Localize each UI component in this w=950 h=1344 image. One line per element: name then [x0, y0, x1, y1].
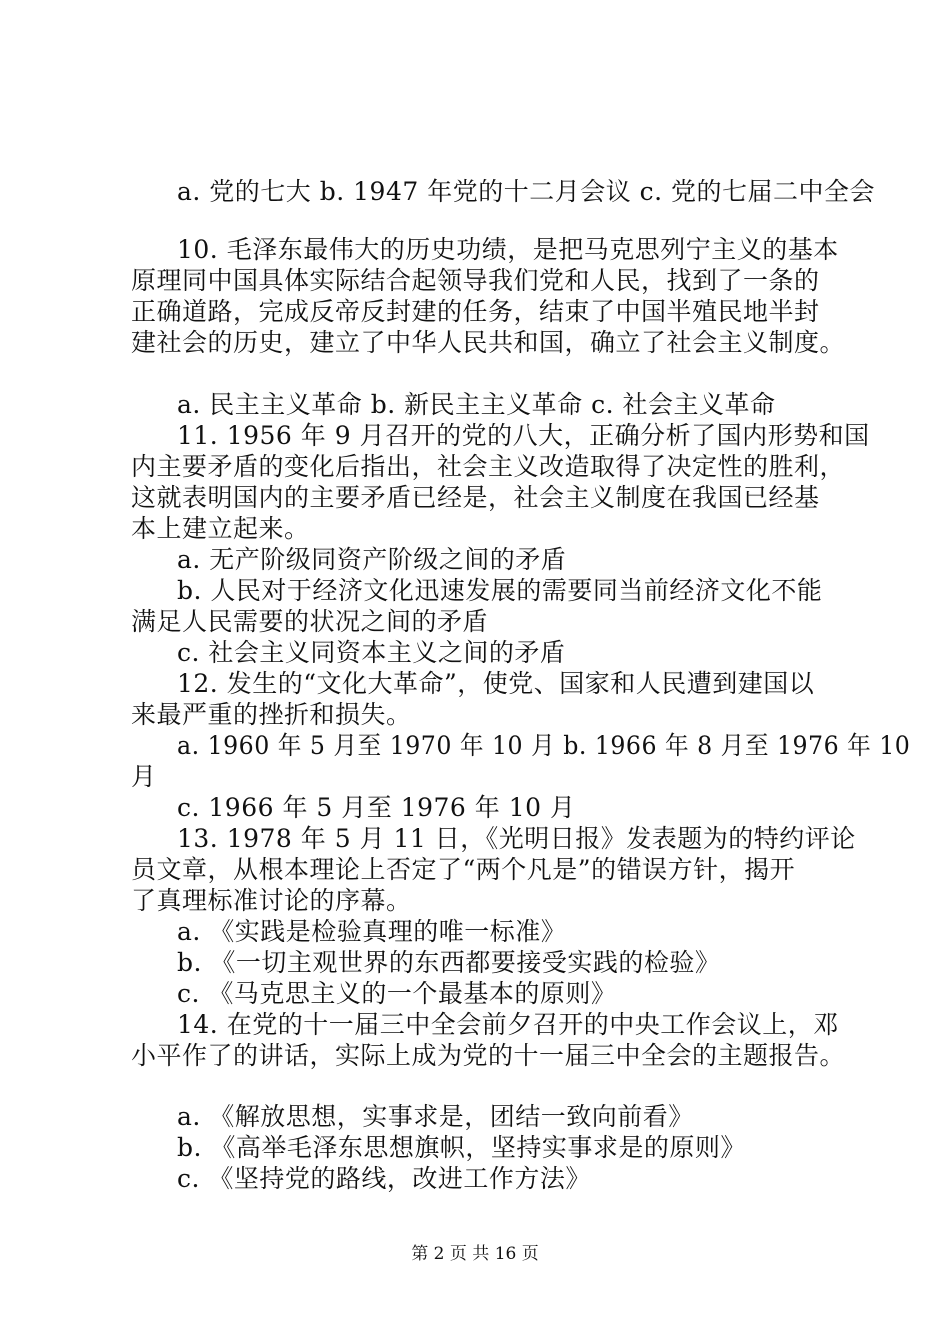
- q14-line-1: 14. 在党的十一届三中全会前夕召开的中央工作会议上，邓: [177, 1010, 839, 1039]
- q11-option-b-line-2: 满足人民需要的状况之间的矛盾: [131, 607, 489, 636]
- q14-option-a: a. 《解放思想，实事求是，团结一致向前看》: [177, 1102, 694, 1131]
- q11-line-4: 本上建立起来。: [131, 514, 310, 543]
- q13-option-b: b. 《一切主观世界的东西都要接受实践的检验》: [177, 948, 721, 977]
- q14-option-c: c. 《坚持党的路线，改进工作方法》: [177, 1164, 591, 1193]
- q10-line-4: 建社会的历史，建立了中华人民共和国，确立了社会主义制度。: [131, 328, 846, 357]
- page-footer: 第 2 页 共 16 页: [411, 1244, 539, 1264]
- q10-line-2: 原理同中国具体实际结合起领导我们党和人民，找到了一条的: [131, 266, 820, 295]
- q12-option-c: c. 1966 年 5 月至 1976 年 10 月: [177, 793, 576, 822]
- q12-line-2: 来最严重的挫折和损失。: [131, 700, 412, 729]
- q9-options: a. 党的七大 b. 1947 年党的十二月会议 c. 党的七届二中全会: [177, 177, 876, 206]
- q10-options: a. 民主主义革命 b. 新民主主义革命 c. 社会主义革命: [177, 390, 776, 419]
- q11-line-3: 这就表明国内的主要矛盾已经是，社会主义制度在我国已经基: [131, 483, 820, 512]
- q12-options-line-1: a. 1960 年 5 月至 1970 年 10 月 b. 1966 年 8 月至 1976 年 10: [177, 731, 911, 760]
- q11-option-c: c. 社会主义同资本主义之间的矛盾: [177, 638, 566, 667]
- q12-options-line-2: 月: [131, 762, 157, 791]
- q11-line-1: 11. 1956 年 9 月召开的党的八大，正确分析了国内形势和国: [177, 421, 870, 450]
- q13-line-2: 员文章，从根本理论上否定了“两个凡是”的错误方针，揭开: [131, 855, 796, 884]
- q12-line-1: 12. 发生的“文化大革命”，使党、国家和人民遭到建国以: [177, 669, 815, 698]
- q11-line-2: 内主要矛盾的变化后指出，社会主义改造取得了决定性的胜利，: [131, 452, 846, 481]
- q13-option-c: c. 《马克思主义的一个最基本的原则》: [177, 979, 617, 1008]
- q14-line-2: 小平作了的讲话，实际上成为党的十一届三中全会的主题报告。: [131, 1041, 846, 1070]
- q13-option-a: a. 《实践是检验真理的唯一标准》: [177, 917, 567, 946]
- q14-option-b: b. 《高举毛泽东思想旗帜，坚持实事求是的原则》: [177, 1133, 746, 1162]
- q10-line-1: 10. 毛泽东最伟大的历史功绩，是把马克思列宁主义的基本: [177, 235, 839, 264]
- q11-option-a: a. 无产阶级同资产阶级之间的矛盾: [177, 545, 567, 574]
- q11-option-b-line-1: b. 人民对于经济文化迅速发展的需要同当前经济文化不能: [177, 576, 823, 605]
- q10-line-3: 正确道路，完成反帝反封建的任务，结束了中国半殖民地半封: [131, 297, 820, 326]
- q13-line-3: 了真理标准讨论的序幕。: [131, 886, 412, 915]
- q13-line-1: 13. 1978 年 5 月 11 日，《光明日报》发表题为的特约评论: [177, 824, 856, 853]
